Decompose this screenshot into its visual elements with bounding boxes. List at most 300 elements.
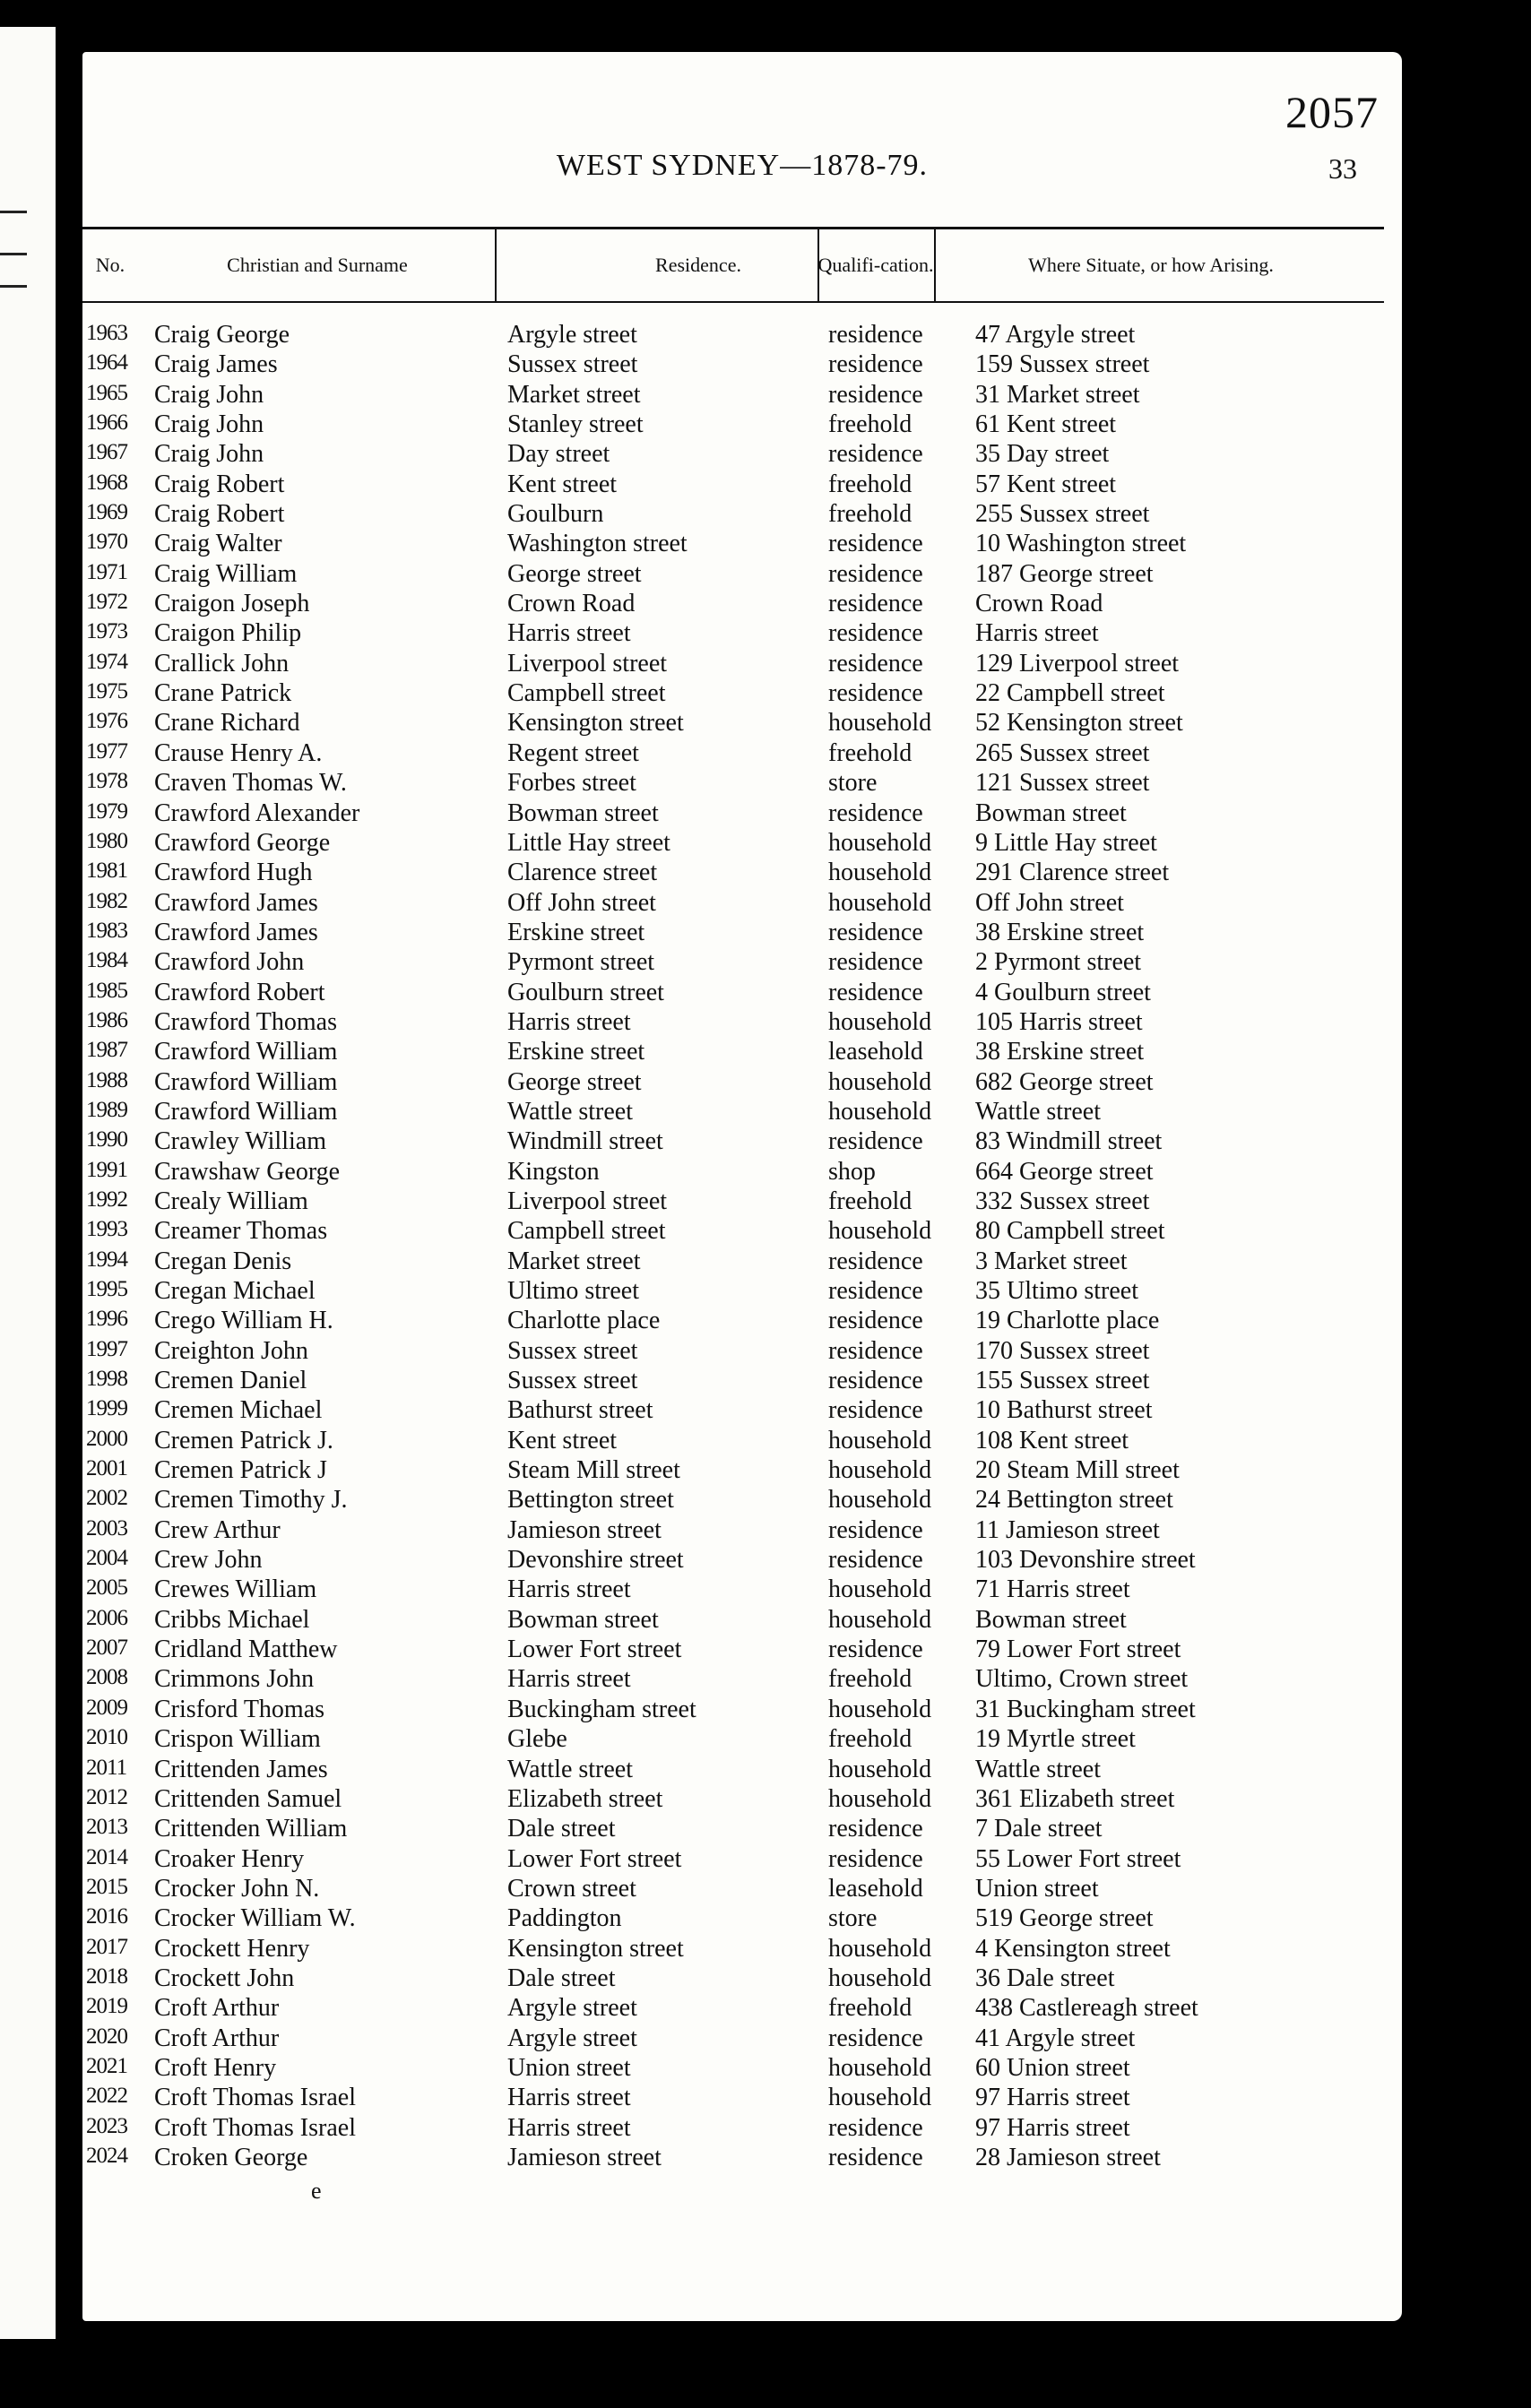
residence-cell: Devonshire street bbox=[507, 1546, 684, 1575]
table-row bbox=[82, 1158, 1402, 1187]
elector-name: Croft Thomas Israel bbox=[154, 2113, 356, 2142]
table-row bbox=[82, 381, 1402, 410]
where-situate-cell: 10 Washington street bbox=[975, 530, 1187, 558]
where-situate-cell: 438 Castlereagh street bbox=[975, 1994, 1198, 2023]
elector-name: Crewes William bbox=[154, 1575, 317, 1604]
row-number: 2004 bbox=[86, 1546, 127, 1571]
row-number: 2018 bbox=[86, 1964, 127, 1989]
where-situate-cell: 19 Myrtle street bbox=[975, 1725, 1136, 1754]
elector-name: Cremen Daniel bbox=[154, 1367, 307, 1395]
row-number: 1978 bbox=[86, 769, 127, 794]
table-row bbox=[82, 1606, 1402, 1636]
qualification-cell: residence bbox=[828, 1247, 923, 1275]
row-number: 2014 bbox=[86, 1844, 127, 1869]
residence-cell: Jamieson street bbox=[507, 2143, 662, 2171]
elector-name: Crane Patrick bbox=[154, 679, 292, 708]
where-situate-cell: Ultimo, Crown street bbox=[975, 1665, 1189, 1694]
residence-cell: Campbell street bbox=[507, 1217, 666, 1246]
table-row bbox=[82, 1756, 1402, 1785]
elector-name: Croaker Henry bbox=[154, 1844, 305, 1873]
table-row bbox=[82, 1456, 1402, 1486]
residence-cell: Argyle street bbox=[507, 321, 637, 349]
table-row bbox=[82, 350, 1402, 380]
row-number: 1984 bbox=[86, 948, 127, 973]
where-situate-cell: 19 Charlotte place bbox=[975, 1307, 1160, 1335]
row-number: 2017 bbox=[86, 1934, 127, 1959]
where-situate-cell: 7 Dale street bbox=[975, 1815, 1103, 1843]
row-number: 1967 bbox=[86, 440, 127, 465]
qualification-cell: residence bbox=[828, 559, 923, 588]
qualification-cell: household bbox=[828, 1456, 932, 1485]
row-number: 1971 bbox=[86, 559, 127, 584]
where-situate-cell: 80 Campbell street bbox=[975, 1217, 1165, 1246]
residence-cell: Argyle street bbox=[507, 1994, 637, 2023]
elector-name: Crispon William bbox=[154, 1725, 321, 1754]
table-row bbox=[82, 1575, 1402, 1605]
qualification-cell: household bbox=[828, 1784, 932, 1813]
elector-name: Craigon Joseph bbox=[154, 590, 310, 618]
where-situate-cell: Off John street bbox=[975, 888, 1124, 917]
qualification-cell: household bbox=[828, 1007, 932, 1036]
row-number: 1970 bbox=[86, 530, 127, 555]
elector-name: Craigon Philip bbox=[154, 619, 302, 648]
where-situate-cell: Wattle street bbox=[975, 1755, 1102, 1783]
residence-cell: Little Hay street bbox=[507, 828, 670, 857]
where-situate-cell: 11 Jamieson street bbox=[975, 1515, 1160, 1544]
row-number: 2007 bbox=[86, 1636, 127, 1661]
table-row bbox=[82, 679, 1402, 709]
qualification-cell: residence bbox=[828, 948, 923, 977]
table-row bbox=[82, 1217, 1402, 1247]
column-header-residence: Residence. bbox=[655, 254, 741, 277]
table-row bbox=[82, 889, 1402, 919]
qualification-cell: household bbox=[828, 1426, 932, 1454]
qualification-cell: household bbox=[828, 1097, 932, 1126]
residence-cell: Washington street bbox=[507, 530, 688, 558]
residence-cell: Harris street bbox=[507, 2113, 631, 2142]
page-number: 2057 bbox=[1285, 87, 1379, 137]
table-row bbox=[82, 769, 1402, 798]
margin-mark bbox=[0, 253, 27, 255]
table-row bbox=[82, 2114, 1402, 2144]
residence-cell: Harris street bbox=[507, 1575, 631, 1604]
qualification-cell: residence bbox=[828, 380, 923, 409]
where-situate-cell: 71 Harris street bbox=[975, 1575, 1130, 1604]
elector-name: Crocker John N. bbox=[154, 1874, 320, 1903]
table-row bbox=[82, 470, 1402, 500]
row-number: 1998 bbox=[86, 1367, 127, 1392]
qualification-cell: residence bbox=[828, 649, 923, 678]
qualification-cell: leasehold bbox=[828, 1038, 923, 1066]
row-number: 1972 bbox=[86, 590, 127, 615]
elector-name: Craig Walter bbox=[154, 530, 282, 558]
residence-cell: Harris street bbox=[507, 1007, 631, 1036]
table-row bbox=[82, 1427, 1402, 1456]
qualification-cell: store bbox=[828, 1904, 878, 1933]
page-title: WEST SYDNEY—1878-79. bbox=[556, 149, 929, 182]
where-situate-cell: 28 Jamieson street bbox=[975, 2143, 1161, 2171]
elector-name: Crallick John bbox=[154, 649, 290, 678]
qualification-cell: household bbox=[828, 1575, 932, 1604]
table-row bbox=[82, 1396, 1402, 1426]
qualification-cell: residence bbox=[828, 440, 923, 469]
qualification-cell: household bbox=[828, 859, 932, 887]
row-number: 1989 bbox=[86, 1097, 127, 1122]
elector-name: Crawford William bbox=[154, 1038, 338, 1066]
row-number: 1976 bbox=[86, 709, 127, 734]
elector-name: Crawshaw George bbox=[154, 1157, 341, 1186]
residence-cell: Wattle street bbox=[507, 1097, 634, 1126]
signature-mark: e bbox=[311, 2178, 322, 2204]
residence-cell: Market street bbox=[507, 1247, 641, 1275]
table-row bbox=[82, 948, 1402, 978]
table-row bbox=[82, 1277, 1402, 1307]
row-number: 2024 bbox=[86, 2143, 127, 2168]
residence-cell: Stanley street bbox=[507, 410, 644, 439]
where-situate-cell: 97 Harris street bbox=[975, 2113, 1130, 2142]
elector-name: Croft Thomas Israel bbox=[154, 2084, 356, 2112]
where-situate-cell: 22 Campbell street bbox=[975, 679, 1165, 708]
table-row bbox=[82, 1696, 1402, 1725]
where-situate-cell: 38 Erskine street bbox=[975, 918, 1145, 946]
table-row bbox=[82, 739, 1402, 769]
register-table-body bbox=[82, 321, 1402, 2173]
row-number: 2002 bbox=[86, 1486, 127, 1511]
residence-cell: Bathurst street bbox=[507, 1396, 653, 1425]
qualification-cell: residence bbox=[828, 1546, 923, 1575]
residence-cell: Buckingham street bbox=[507, 1695, 696, 1723]
table-row bbox=[82, 619, 1402, 649]
elector-name: Creamer Thomas bbox=[154, 1217, 328, 1246]
residence-cell: Erskine street bbox=[507, 918, 645, 946]
residence-cell: Goulburn bbox=[507, 500, 604, 529]
elector-name: Cremen Michael bbox=[154, 1396, 323, 1425]
residence-cell: Paddington bbox=[507, 1904, 622, 1933]
row-number: 1965 bbox=[86, 380, 127, 405]
where-situate-cell: 9 Little Hay street bbox=[975, 828, 1157, 857]
where-situate-cell: 4 Goulburn street bbox=[975, 978, 1151, 1006]
table-row bbox=[82, 1636, 1402, 1665]
qualification-cell: residence bbox=[828, 1636, 923, 1664]
residence-cell: Kent street bbox=[507, 1426, 618, 1454]
qualification-cell: shop bbox=[828, 1157, 876, 1186]
where-situate-cell: 41 Argyle street bbox=[975, 2024, 1136, 2052]
row-number: 2009 bbox=[86, 1695, 127, 1720]
qualification-cell: residence bbox=[828, 1367, 923, 1395]
elector-name: Craven Thomas W. bbox=[154, 769, 347, 798]
residence-cell: Liverpool street bbox=[507, 1187, 668, 1215]
qualification-cell: household bbox=[828, 1964, 932, 1992]
residence-cell: Crown street bbox=[507, 1874, 636, 1903]
residence-cell: Glebe bbox=[507, 1725, 567, 1754]
table-row bbox=[82, 1875, 1402, 1904]
where-situate-cell: 682 George street bbox=[975, 1067, 1154, 1096]
table-row bbox=[82, 1904, 1402, 1934]
residence-cell: Jamieson street bbox=[507, 1515, 662, 1544]
where-situate-cell: 265 Sussex street bbox=[975, 738, 1150, 767]
qualification-cell: leasehold bbox=[828, 1874, 923, 1903]
where-situate-cell: 159 Sussex street bbox=[975, 350, 1150, 379]
qualification-cell: residence bbox=[828, 2113, 923, 2142]
where-situate-cell: 52 Kensington street bbox=[975, 709, 1183, 738]
residence-cell: Kensington street bbox=[507, 709, 684, 738]
row-number: 2023 bbox=[86, 2113, 127, 2138]
row-number: 2011 bbox=[86, 1755, 127, 1780]
qualification-cell: household bbox=[828, 1605, 932, 1634]
table-row bbox=[82, 321, 1402, 350]
where-situate-cell: 10 Bathurst street bbox=[975, 1396, 1153, 1425]
qualification-cell: store bbox=[828, 769, 878, 798]
row-number: 2010 bbox=[86, 1725, 127, 1750]
where-situate-cell: 38 Erskine street bbox=[975, 1038, 1145, 1066]
residence-cell: Windmill street bbox=[507, 1127, 663, 1156]
where-situate-cell: 664 George street bbox=[975, 1157, 1154, 1186]
qualification-cell: freehold bbox=[828, 1665, 913, 1694]
table-row bbox=[82, 500, 1402, 530]
row-number: 1974 bbox=[86, 649, 127, 674]
residence-cell: Dale street bbox=[507, 1964, 616, 1992]
row-number: 1973 bbox=[86, 619, 127, 644]
elector-name: Crittenden Samuel bbox=[154, 1784, 342, 1813]
qualification-cell: residence bbox=[828, 1396, 923, 1425]
table-row bbox=[82, 1546, 1402, 1575]
elector-name: Cribbs Michael bbox=[154, 1605, 310, 1634]
elector-name: Crew John bbox=[154, 1546, 263, 1575]
residence-cell: Bowman street bbox=[507, 1605, 659, 1634]
qualification-cell: residence bbox=[828, 350, 923, 379]
table-row bbox=[82, 1845, 1402, 1875]
residence-cell: Day street bbox=[507, 440, 610, 469]
table-row bbox=[82, 1725, 1402, 1755]
row-number: 2020 bbox=[86, 2024, 127, 2049]
table-row bbox=[82, 859, 1402, 888]
where-situate-cell: Crown Road bbox=[975, 590, 1103, 618]
where-situate-cell: 187 George street bbox=[975, 559, 1154, 588]
elector-name: Croft Arthur bbox=[154, 2024, 280, 2052]
elector-name: Crew Arthur bbox=[154, 1515, 281, 1544]
qualification-cell: residence bbox=[828, 679, 923, 708]
where-situate-cell: 47 Argyle street bbox=[975, 321, 1136, 349]
elector-name: Cremen Timothy J. bbox=[154, 1486, 348, 1515]
elector-name: Crawford John bbox=[154, 948, 305, 977]
adjacent-page-edge bbox=[0, 27, 56, 2339]
residence-cell: Erskine street bbox=[507, 1038, 645, 1066]
elector-name: Crawford William bbox=[154, 1067, 338, 1096]
row-number: 1996 bbox=[86, 1307, 127, 1332]
qualification-cell: household bbox=[828, 888, 932, 917]
qualification-cell: residence bbox=[828, 1844, 923, 1873]
where-situate-cell: Bowman street bbox=[975, 798, 1127, 827]
where-situate-cell: 61 Kent street bbox=[975, 410, 1117, 439]
elector-name: Cremen Patrick J. bbox=[154, 1426, 333, 1454]
where-situate-cell: 2 Pyrmont street bbox=[975, 948, 1142, 977]
residence-cell: Sussex street bbox=[507, 1336, 638, 1365]
elector-name: Crawford Alexander bbox=[154, 798, 360, 827]
elector-name: Craig James bbox=[154, 350, 278, 379]
residence-cell: Kingston bbox=[507, 1157, 600, 1186]
residence-cell: George street bbox=[507, 559, 642, 588]
table-row bbox=[82, 1038, 1402, 1067]
where-situate-cell: 60 Union street bbox=[975, 2053, 1130, 2082]
column-header-no: No. bbox=[95, 254, 125, 277]
elector-name: Croft Henry bbox=[154, 2053, 277, 2082]
qualification-cell: residence bbox=[828, 978, 923, 1006]
qualification-cell: residence bbox=[828, 1307, 923, 1335]
table-row bbox=[82, 1665, 1402, 1695]
where-situate-cell: 55 Lower Fort street bbox=[975, 1844, 1181, 1873]
elector-name: Croken George bbox=[154, 2143, 308, 2171]
where-situate-cell: Bowman street bbox=[975, 1605, 1127, 1634]
residence-cell: Pyrmont street bbox=[507, 948, 655, 977]
row-number: 1983 bbox=[86, 918, 127, 943]
elector-name: Craig William bbox=[154, 559, 298, 588]
where-situate-cell: 4 Kensington street bbox=[975, 1934, 1171, 1963]
row-number: 1999 bbox=[86, 1396, 127, 1421]
residence-cell: Kent street bbox=[507, 470, 618, 498]
row-number: 1988 bbox=[86, 1067, 127, 1092]
column-header-qualification: Qualifi-cation. bbox=[817, 254, 934, 277]
where-situate-cell: 170 Sussex street bbox=[975, 1336, 1150, 1365]
where-situate-cell: 255 Sussex street bbox=[975, 500, 1150, 529]
folio-number: 33 bbox=[1328, 152, 1357, 185]
qualification-cell: residence bbox=[828, 1127, 923, 1156]
residence-cell: Campbell street bbox=[507, 679, 666, 708]
header-rule-bottom bbox=[82, 301, 1384, 303]
row-number: 2022 bbox=[86, 2084, 127, 2109]
table-row bbox=[82, 1247, 1402, 1277]
residence-cell: Dale street bbox=[507, 1815, 616, 1843]
residence-cell: Off John street bbox=[507, 888, 656, 917]
where-situate-cell: 31 Buckingham street bbox=[975, 1695, 1196, 1723]
residence-cell: Kensington street bbox=[507, 1934, 684, 1963]
qualification-cell: freehold bbox=[828, 410, 913, 439]
elector-name: Crause Henry A. bbox=[154, 738, 323, 767]
residence-cell: Elizabeth street bbox=[507, 1784, 663, 1813]
elector-name: Crittenden William bbox=[154, 1815, 348, 1843]
qualification-cell: household bbox=[828, 2053, 932, 2082]
table-row bbox=[82, 1964, 1402, 1994]
row-number: 1980 bbox=[86, 828, 127, 853]
elector-name: Crawford William bbox=[154, 1097, 338, 1126]
residence-cell: Wattle street bbox=[507, 1755, 634, 1783]
residence-cell: George street bbox=[507, 1067, 642, 1096]
where-situate-cell: 57 Kent street bbox=[975, 470, 1117, 498]
elector-name: Crockett Henry bbox=[154, 1934, 310, 1963]
qualification-cell: freehold bbox=[828, 500, 913, 529]
qualification-cell: residence bbox=[828, 321, 923, 349]
where-situate-cell: 3 Market street bbox=[975, 1247, 1128, 1275]
row-number: 1993 bbox=[86, 1217, 127, 1242]
residence-cell: Sussex street bbox=[507, 1367, 638, 1395]
elector-name: Craig Robert bbox=[154, 500, 285, 529]
residence-cell: Market street bbox=[507, 380, 641, 409]
residence-cell: Bettington street bbox=[507, 1486, 674, 1515]
qualification-cell: residence bbox=[828, 1815, 923, 1843]
where-situate-cell: 36 Dale street bbox=[975, 1964, 1115, 1992]
residence-cell: Steam Mill street bbox=[507, 1456, 680, 1485]
table-row bbox=[82, 1187, 1402, 1217]
where-situate-cell: 108 Kent street bbox=[975, 1426, 1129, 1454]
elector-name: Cridland Matthew bbox=[154, 1636, 338, 1664]
elector-name: Crimmons John bbox=[154, 1665, 315, 1694]
row-number: 2013 bbox=[86, 1815, 127, 1840]
table-row bbox=[82, 440, 1402, 470]
where-situate-cell: 291 Clarence street bbox=[975, 859, 1170, 887]
table-row bbox=[82, 650, 1402, 679]
where-situate-cell: 83 Windmill street bbox=[975, 1127, 1163, 1156]
row-number: 2003 bbox=[86, 1515, 127, 1541]
elector-name: Craig John bbox=[154, 410, 264, 439]
row-number: 2008 bbox=[86, 1665, 127, 1690]
table-row bbox=[82, 1815, 1402, 1844]
table-row bbox=[82, 530, 1402, 559]
row-number: 1964 bbox=[86, 350, 127, 375]
qualification-cell: household bbox=[828, 1695, 932, 1723]
residence-cell: Crown Road bbox=[507, 590, 636, 618]
where-situate-cell: 31 Market street bbox=[975, 380, 1140, 409]
row-number: 2001 bbox=[86, 1456, 127, 1481]
qualification-cell: freehold bbox=[828, 1994, 913, 2023]
row-number: 1986 bbox=[86, 1007, 127, 1032]
residence-cell: Lower Fort street bbox=[507, 1636, 682, 1664]
table-row bbox=[82, 919, 1402, 948]
table-row bbox=[82, 2024, 1402, 2054]
qualification-cell: freehold bbox=[828, 1725, 913, 1754]
where-situate-cell: 121 Sussex street bbox=[975, 769, 1150, 798]
elector-name: Crittenden James bbox=[154, 1755, 328, 1783]
elector-name: Crawford Robert bbox=[154, 978, 325, 1006]
row-number: 1995 bbox=[86, 1277, 127, 1301]
qualification-cell: household bbox=[828, 1934, 932, 1963]
elector-name: Cregan Denis bbox=[154, 1247, 292, 1275]
elector-name: Croft Arthur bbox=[154, 1994, 280, 2023]
row-number: 1975 bbox=[86, 679, 127, 704]
row-number: 1994 bbox=[86, 1247, 127, 1272]
elector-name: Craig Robert bbox=[154, 470, 285, 498]
row-number: 2021 bbox=[86, 2053, 127, 2078]
elector-name: Crealy William bbox=[154, 1187, 308, 1215]
residence-cell: Regent street bbox=[507, 738, 639, 767]
elector-name: Craig John bbox=[154, 440, 264, 469]
qualification-cell: residence bbox=[828, 1515, 923, 1544]
residence-cell: Charlotte place bbox=[507, 1307, 661, 1335]
elector-name: Crawford James bbox=[154, 888, 318, 917]
table-row bbox=[82, 1486, 1402, 1515]
row-number: 2005 bbox=[86, 1575, 127, 1601]
qualification-cell: household bbox=[828, 709, 932, 738]
margin-mark bbox=[0, 211, 27, 213]
residence-cell: Harris street bbox=[507, 2084, 631, 2112]
where-situate-cell: 35 Ultimo street bbox=[975, 1277, 1138, 1305]
table-row bbox=[82, 410, 1402, 440]
row-number: 1979 bbox=[86, 798, 127, 824]
where-situate-cell: 332 Sussex street bbox=[975, 1187, 1150, 1215]
column-header-name: Christian and Surname bbox=[227, 254, 408, 277]
qualification-cell: household bbox=[828, 828, 932, 857]
elector-name: Crawford Thomas bbox=[154, 1007, 337, 1036]
row-number: 1990 bbox=[86, 1127, 127, 1152]
qualification-cell: residence bbox=[828, 798, 923, 827]
table-row bbox=[82, 1516, 1402, 1546]
residence-cell: Union street bbox=[507, 2053, 631, 2082]
margin-mark bbox=[0, 285, 27, 288]
where-situate-cell: 105 Harris street bbox=[975, 1007, 1143, 1036]
qualification-cell: residence bbox=[828, 1277, 923, 1305]
residence-cell: Goulburn street bbox=[507, 978, 664, 1006]
qualification-cell: household bbox=[828, 1067, 932, 1096]
table-row bbox=[82, 560, 1402, 590]
elector-name: Cregan Michael bbox=[154, 1277, 316, 1305]
